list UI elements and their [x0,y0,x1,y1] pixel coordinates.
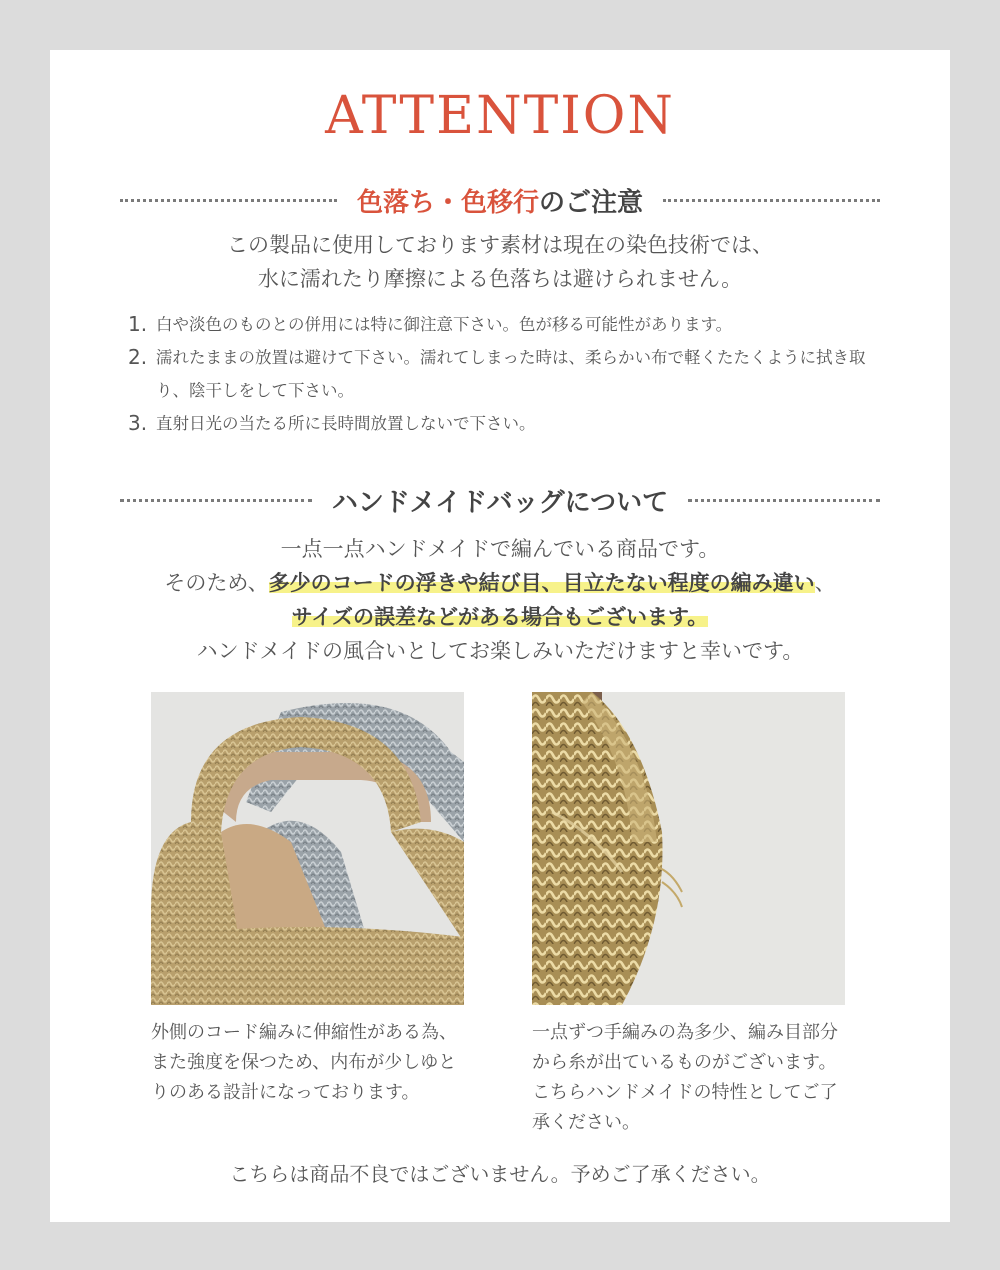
intro-line: 水に濡れたり摩擦による色落ちは避けられません。 [257,267,743,291]
dotted-divider-left [120,499,312,502]
list-item: 1. 白や淡色のものとの併用には特に御注意下さい。色が移る可能性があります。 [128,312,733,336]
highlight-text: 多少のコードの浮きや結び目 [268,571,542,595]
heading-dark-part: のご注意 [539,187,644,218]
list-item: 3. 直射日光の当たる所に長時間放置しないで下さい。 [128,411,536,435]
dotted-divider-right [663,199,880,202]
intro-line: この製品に使用しております素材は現在の染色技術では、 [227,233,773,257]
knit-closeup-image [532,692,845,1005]
caution-list [128,308,888,440]
handmade-line-3 [50,600,950,634]
photo-caption-left: 外側のコード編みに伸縮性がある為、また強度を保つため、内布が少しゆとりのある設計になっております。 [151,1022,457,1103]
dotted-divider-left [120,199,337,202]
attention-card [50,50,950,1222]
photo-bag-handle [151,692,464,1005]
heading-red-part: 色落ち・色移行 [356,187,539,218]
handmade-line-2: そのため、多少のコードの浮きや結び目、目立たない程度の編み違い、 [164,571,836,595]
section1-intro [50,228,950,296]
heading-handmade: ハンドメイドバッグについて [331,487,669,518]
highlight-text: 目立たない程度の編み違い [562,571,815,595]
section2-body [50,532,950,668]
woven-bag-image [151,692,464,1005]
handmade-line-1: 一点一点ハンドメイドで編んでいる商品です。 [280,537,720,561]
photo-loose-thread [532,692,845,1005]
section-heading-color-fading [120,180,880,220]
photo-caption-right: 一点ずつ手編みの為多少、編み目部分から糸が出ているものがございます。こちらハンドメイドの特性としてご了承ください。 [532,1022,838,1133]
list-item: 2. 濡れたままの放置は避けて下さい。濡れてしまった時は、柔らかい布で軽くたたくように拭き取り、陰干しをして下さい。 [128,345,866,400]
dotted-divider-right [688,499,880,502]
footer-note: こちらは商品不良ではございません。予めご了承ください。 [229,1162,771,1186]
handmade-line-4: ハンドメイドの風合いとしてお楽しみいただけますと幸いです。 [196,639,804,663]
highlight-text: サイズの誤差などがある場合もございます。 [291,605,709,629]
section-heading-handmade [120,480,880,520]
page-title: ATTENTION [325,86,675,146]
